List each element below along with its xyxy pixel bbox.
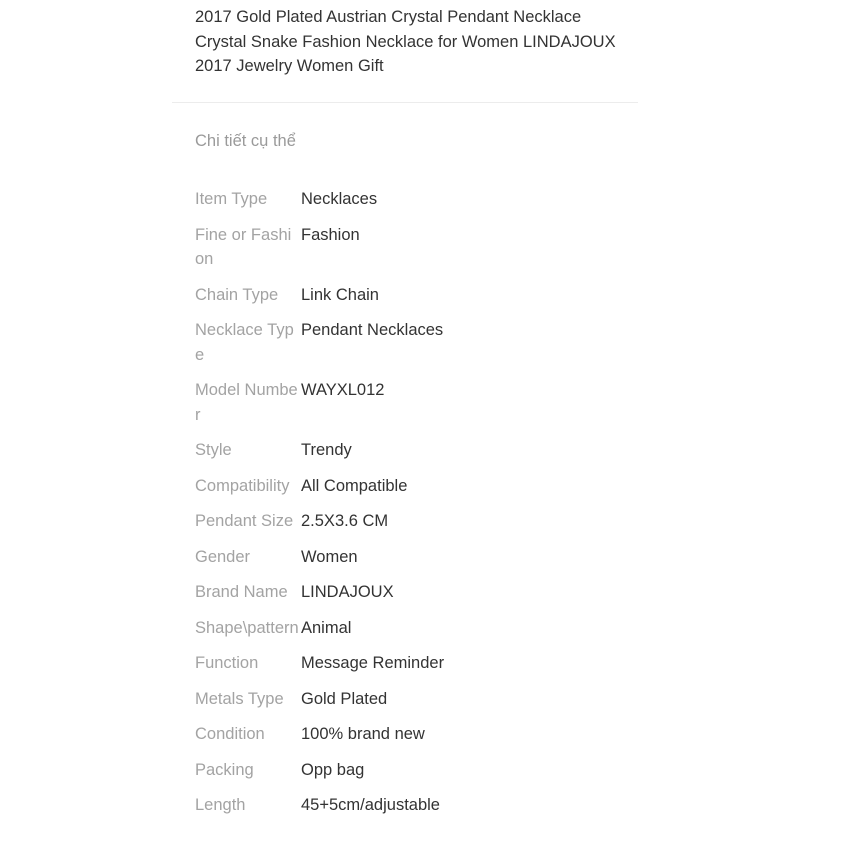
spec-value: 45+5cm/adjustable bbox=[301, 796, 440, 814]
spec-row-model-number bbox=[195, 378, 635, 427]
spec-label: Packing bbox=[195, 760, 254, 779]
spec-value: Link Chain bbox=[301, 285, 379, 304]
spec-label: Metals Type bbox=[195, 689, 284, 708]
spec-row-shape-pattern bbox=[195, 616, 635, 641]
spec-value: LINDAJOUX bbox=[301, 583, 394, 601]
spec-value: Trendy bbox=[301, 441, 352, 459]
spec-row-metals-type bbox=[195, 687, 635, 712]
spec-label: Function bbox=[195, 654, 259, 672]
spec-row-function bbox=[195, 651, 635, 676]
spec-label: Condition bbox=[195, 725, 265, 743]
spec-label: Chain Type bbox=[195, 285, 279, 304]
spec-row-length bbox=[195, 793, 635, 818]
spec-label: Style bbox=[195, 441, 232, 459]
spec-label: Length bbox=[195, 796, 246, 814]
spec-row-packing bbox=[195, 758, 635, 783]
spec-value: 100% brand new bbox=[301, 725, 425, 743]
spec-row-style bbox=[195, 438, 635, 463]
spec-label: Model Number bbox=[195, 381, 298, 424]
spec-row-brand-name bbox=[195, 580, 635, 605]
spec-value: 2.5X3.6 CM bbox=[301, 512, 389, 530]
spec-value: Message Reminder bbox=[301, 654, 445, 672]
spec-label: Fine or Fashion bbox=[195, 225, 292, 268]
spec-value: WAYXL012 bbox=[301, 381, 385, 399]
details-heading: Chi tiết cụ thể bbox=[195, 132, 296, 150]
spec-label: Brand Name bbox=[195, 583, 288, 601]
spec-value: All Compatible bbox=[301, 476, 408, 495]
spec-value: Gold Plated bbox=[301, 689, 388, 708]
spec-row-item-type bbox=[195, 187, 635, 212]
spec-label: Compatibility bbox=[195, 476, 290, 495]
spec-row-pendant-size bbox=[195, 509, 635, 534]
spec-label: Shape\pattern bbox=[195, 618, 299, 637]
spec-value: Pendant Necklaces bbox=[301, 321, 444, 339]
title-divider bbox=[172, 102, 638, 103]
spec-label: Pendant Size bbox=[195, 512, 294, 530]
spec-row-gender bbox=[195, 545, 635, 570]
spec-value: Animal bbox=[301, 618, 352, 637]
spec-value: Opp bag bbox=[301, 760, 365, 779]
spec-row-chain-type bbox=[195, 283, 635, 308]
specs-list bbox=[195, 187, 635, 829]
spec-row-necklace-type bbox=[195, 318, 635, 367]
spec-row-compatibility bbox=[195, 474, 635, 499]
spec-row-condition bbox=[195, 722, 635, 747]
product-title: 2017 Gold Plated Austrian Crystal Pendant Necklace Crystal Snake Fashion Necklace for Women LINDAJOUX 2017 Jewelry Women Gift bbox=[195, 8, 616, 75]
spec-label: Item Type bbox=[195, 190, 268, 208]
spec-value: Fashion bbox=[301, 225, 360, 244]
spec-row-fine-or-fashion bbox=[195, 223, 635, 272]
spec-label: Gender bbox=[195, 547, 251, 566]
spec-value: Women bbox=[301, 547, 358, 566]
spec-value: Necklaces bbox=[301, 190, 378, 208]
spec-label: Necklace Type bbox=[195, 321, 294, 364]
